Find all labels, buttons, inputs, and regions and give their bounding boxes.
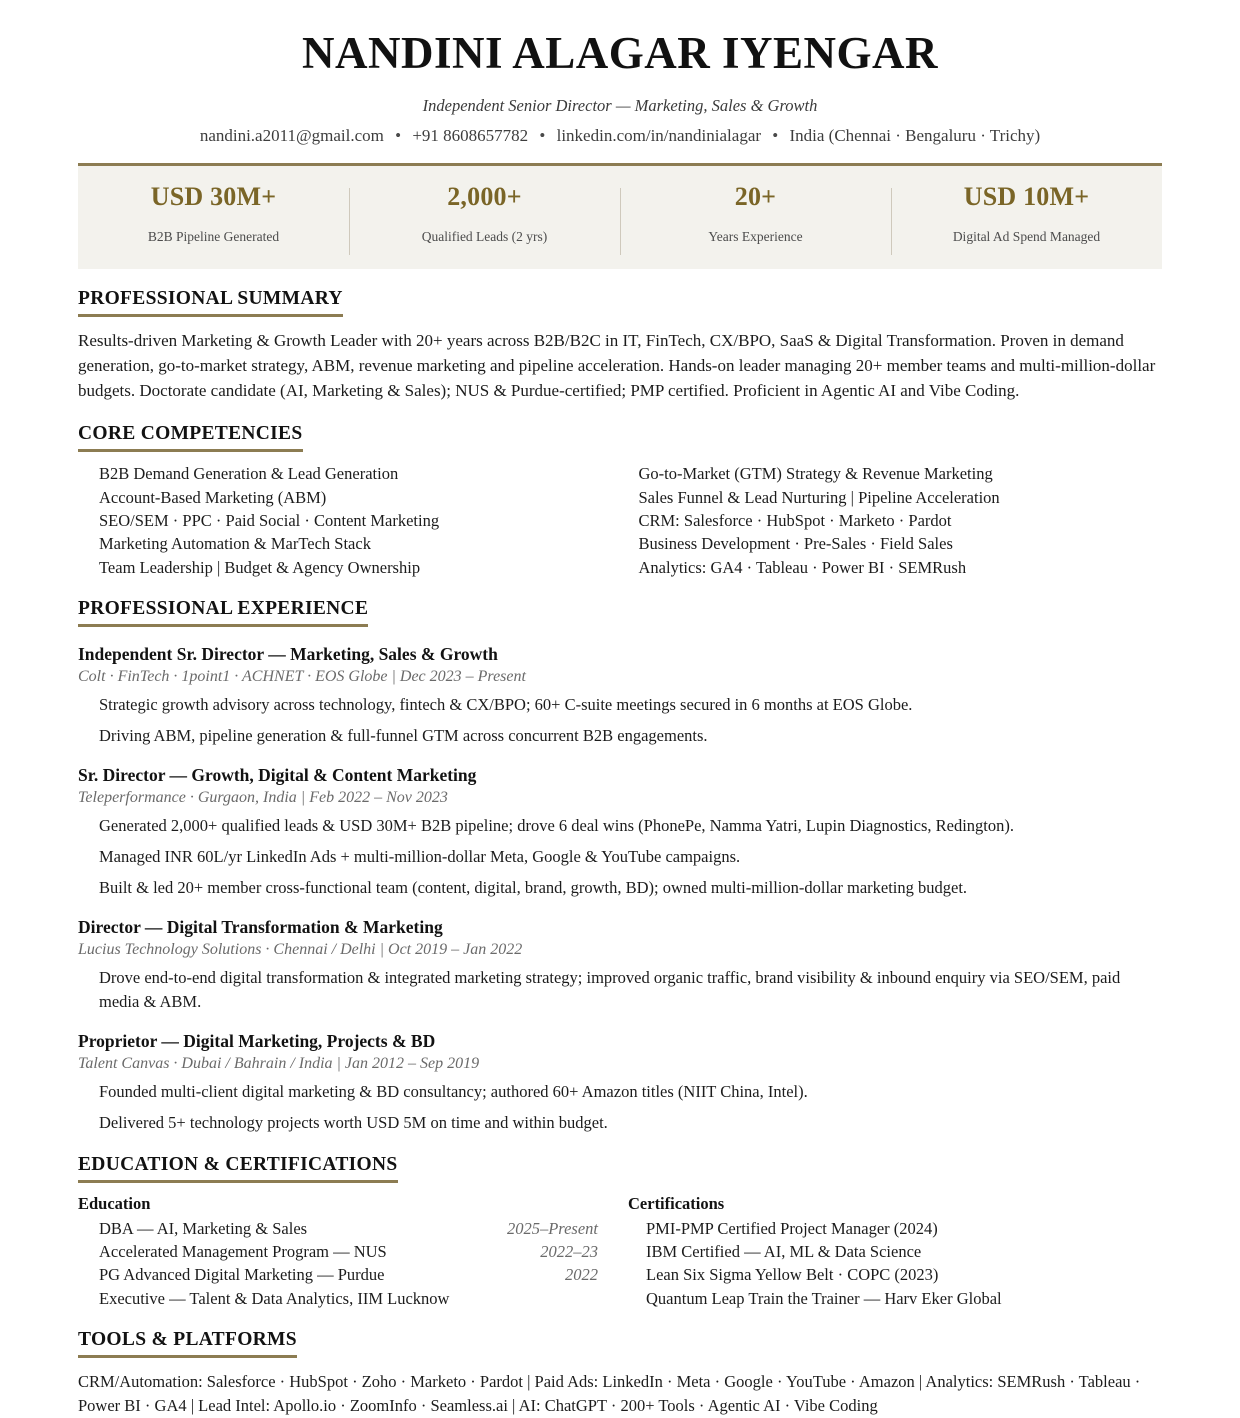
education-columns (78, 1194, 1162, 1311)
stat-item (78, 182, 349, 245)
education-name: Executive — Talent & Data Analytics, IIM Lucknow (99, 1288, 450, 1308)
list-item: CRM: Salesforce · HubSpot · Marketo · Pardot (638, 511, 952, 531)
job-bullets (78, 814, 1162, 900)
certifications-subheading: Certifications (628, 1193, 725, 1213)
education-row (78, 1240, 612, 1263)
section-heading: EDUCATION & CERTIFICATIONS (78, 1154, 398, 1183)
stat-label: Qualified Leads (2 yrs) (421, 229, 548, 245)
experience-entry (78, 644, 1162, 748)
education-name: DBA — AI, Marketing & Sales (99, 1218, 308, 1238)
stat-label: Years Experience (708, 229, 803, 245)
tools-text: CRM/Automation: Salesforce · HubSpot · Zoho · Marketo · Pardot | Paid Ads: LinkedIn · Meta · Google · YouTube · Amazon | Analytics: SEMRush · Tableau · Power BI · GA4 | Lead Intel: Apollo.io · ZoomInfo · Seamless.ai | AI: ChatGPT · 200+ Tools · Agentic AI · Vibe Coding (78, 1372, 1141, 1416)
contact-separator-icon: • (395, 126, 402, 146)
experience-entry (78, 917, 1162, 1014)
list-item: SEO/SEM · PPC · Paid Social · Content Marketing (99, 511, 440, 531)
stat-item (349, 182, 620, 245)
education-name: Accelerated Management Program — NUS (99, 1242, 387, 1262)
summary-text: Results-driven Marketing & Growth Leader with 20+ years across B2B/B2C in IT, FinTech, CX/BPO, SaaS & Digital Transformation. Proven in demand generation, go-to-market strategy, ABM, revenue marketing and pipeline acceleration. Hands-on leader managing 20+ member teams and multi-million-dollar budgets. Doctorate candidate (AI, Marketing & Sales); NUS & Purdue-certified; PMP certified. Proficient in Agentic AI and Vibe Coding. (78, 331, 1156, 401)
certification-row: Quantum Leap Train the Trainer — Harv Eker Global (646, 1288, 1002, 1308)
resume-header (78, 30, 1162, 146)
bullet-item: Driving ABM, pipeline generation & full-funnel GTM across concurrent B2B engagements. (99, 726, 708, 746)
stat-value: USD 30M+ (150, 182, 277, 212)
job-title: Director — Digital Transformation & Marketing (78, 916, 443, 937)
list-item: Team Leadership | Budget & Agency Ownership (99, 557, 421, 577)
job-bullets (78, 693, 1162, 748)
page-title: NANDINI ALAGAR IYENGAR (301, 28, 939, 78)
bullet-item: Founded multi-client digital marketing & BD consultancy; authored 60+ Amazon titles (NIIT China, Intel). (99, 1081, 808, 1101)
stat-value: USD 10M+ (963, 182, 1090, 212)
list-item: Account-Based Marketing (ABM) (99, 487, 327, 507)
contact-separator-icon: • (772, 126, 779, 146)
job-meta: Teleperformance · Gurgaon, India | Feb 2022 – Nov 2023 (78, 789, 448, 807)
bullet-item: Built & led 20+ member cross-functional team (content, digital, brand, growth, BD); owned multi-million-dollar marketing budget. (99, 878, 968, 897)
bullet-item: Strategic growth advisory across technology, fintech & CX/BPO; 60+ C-suite meetings secured in 6 months at EOS Globe. (99, 695, 913, 715)
certification-row: IBM Certified — AI, ML & Data Science (646, 1242, 922, 1262)
contact-phone[interactable]: +91 8608657782 (412, 126, 529, 146)
bullet-item: Drove end-to-end digital transformation & integrated marketing strategy; improved organic traffic, brand visibility & inbound enquiry via SEO/SEM, paid media & ABM. (99, 967, 1121, 1011)
list-item: Analytics: GA4 · Tableau · Power BI · SEMRush (638, 557, 967, 577)
experience-entry (78, 765, 1162, 900)
bullet-item: Delivered 5+ technology projects worth USD 5M on time and within budget. (99, 1112, 608, 1132)
stat-item (620, 182, 891, 245)
section-heading: PROFESSIONAL EXPERIENCE (78, 598, 368, 627)
section-heading: PROFESSIONAL SUMMARY (78, 288, 343, 317)
contact-line (78, 126, 1162, 146)
education-row (78, 1217, 612, 1240)
stats-band (78, 166, 1162, 269)
bullet-item: Generated 2,000+ qualified leads & USD 30M+ B2B pipeline; drove 6 deal wins (PhonePe, Namma Yatri, Lupin Diagnostics, Redington). (99, 816, 1014, 836)
stat-value: 2,000+ (447, 182, 522, 212)
competencies-columns (78, 462, 1162, 579)
certification-row: Lean Six Sigma Yellow Belt · COPC (2023) (646, 1265, 939, 1285)
job-bullets (78, 966, 1162, 1014)
education-name: PG Advanced Digital Marketing — Purdue (99, 1265, 385, 1285)
job-meta: Colt · FinTech · 1point1 · ACHNET · EOS Globe | Dec 2023 – Present (78, 668, 526, 686)
education-date: 2022–23 (540, 1242, 598, 1262)
section-professional-summary (78, 288, 1162, 404)
stat-label: B2B Pipeline Generated (147, 229, 280, 245)
competencies-right-column (623, 462, 1163, 579)
certifications-column (612, 1194, 1162, 1311)
education-date: 2022 (565, 1265, 598, 1285)
header-tagline: Independent Senior Director — Marketing, Sales & Growth (422, 96, 818, 116)
job-title: Independent Sr. Director — Marketing, Sales & Growth (78, 644, 498, 665)
job-meta: Talent Canvas · Dubai / Bahrain / India | Jan 2012 – Sep 2019 (78, 1054, 480, 1072)
list-item: Sales Funnel & Lead Nurturing | Pipeline Acceleration (638, 487, 1000, 507)
education-subheading: Education (78, 1193, 151, 1213)
list-item: Go-to-Market (GTM) Strategy & Revenue Marketing (638, 464, 993, 484)
section-heading: TOOLS & PLATFORMS (78, 1329, 297, 1358)
job-meta: Lucius Technology Solutions · Chennai / Delhi | Oct 2019 – Jan 2022 (78, 940, 523, 958)
competencies-left-column (78, 462, 623, 579)
section-heading: CORE COMPETENCIES (78, 423, 303, 452)
contact-email[interactable]: nandini.a2011@gmail.com (199, 126, 384, 146)
education-row (78, 1287, 612, 1310)
resume-page (0, 30, 1240, 1418)
contact-linkedin[interactable]: linkedin.com/in/nandinialagar (556, 126, 762, 146)
list-item: Business Development · Pre-Sales · Field Sales (638, 534, 953, 554)
contact-location: India (Chennai · Bengaluru · Trichy) (789, 126, 1041, 146)
job-title: Sr. Director — Growth, Digital & Content Marketing (78, 765, 477, 786)
section-tools-platforms (78, 1329, 1162, 1418)
section-professional-experience (78, 598, 1162, 1134)
certification-row: PMI-PMP Certified Project Manager (2024) (646, 1218, 938, 1238)
job-bullets (78, 1080, 1162, 1135)
section-core-competencies (78, 423, 1162, 579)
job-title: Proprietor — Digital Marketing, Projects & BD (78, 1030, 436, 1051)
experience-entry (78, 1031, 1162, 1135)
stat-label: Digital Ad Spend Managed (952, 229, 1101, 245)
stat-item (891, 182, 1162, 245)
stat-value: 20+ (734, 182, 777, 212)
list-item: Marketing Automation & MarTech Stack (99, 534, 371, 554)
bullet-item: Managed INR 60L/yr LinkedIn Ads + multi-million-dollar Meta, Google & YouTube campaigns. (99, 847, 741, 867)
education-date: 2025–Present (506, 1218, 598, 1238)
education-row (78, 1263, 612, 1286)
education-column (78, 1194, 612, 1311)
list-item: B2B Demand Generation & Lead Generation (99, 464, 399, 484)
contact-separator-icon: • (539, 126, 546, 146)
section-education-certifications (78, 1154, 1162, 1311)
